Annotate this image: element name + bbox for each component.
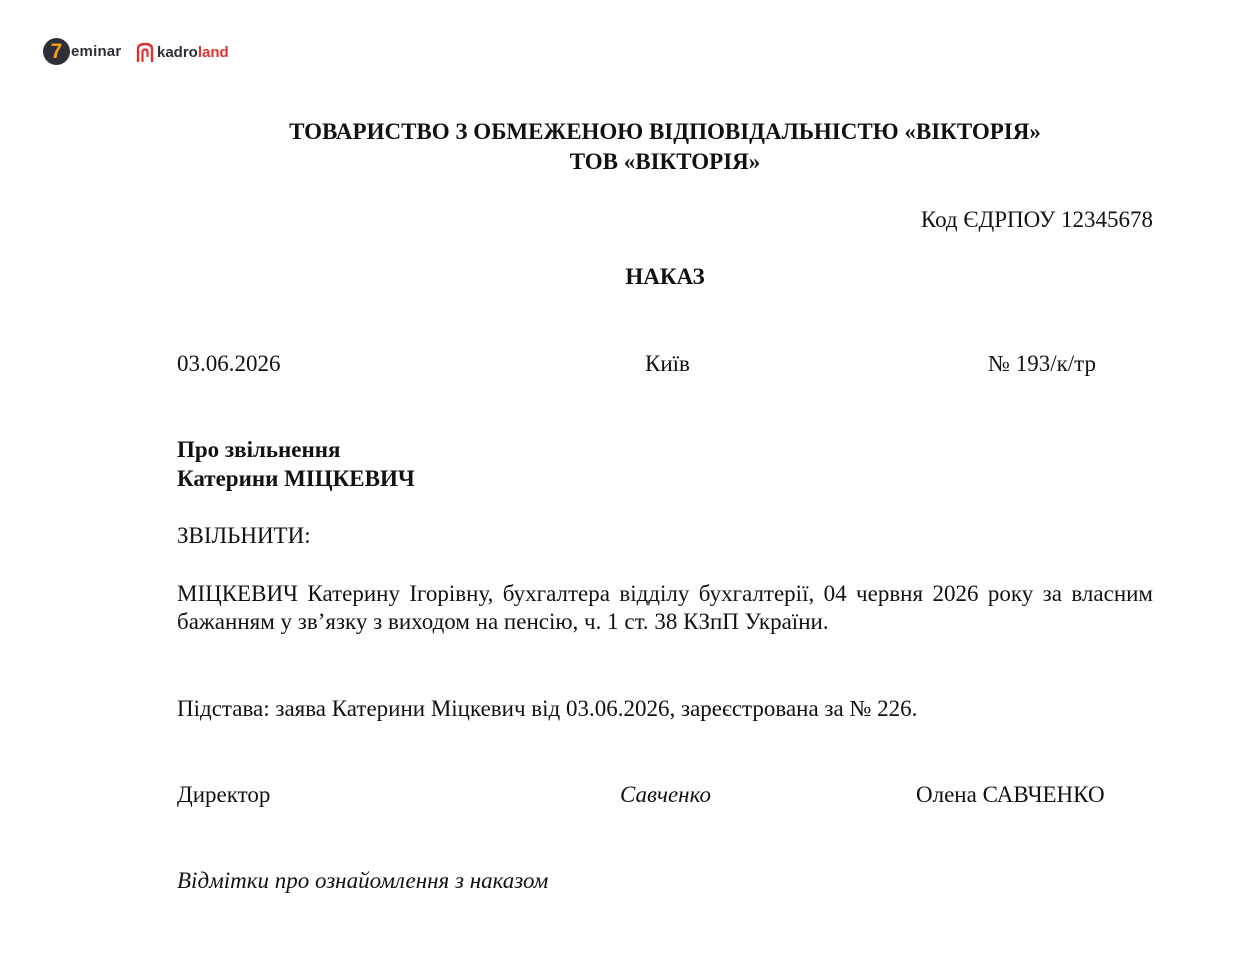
kadroland-logo (136, 42, 229, 62)
directive-label: ЗВІЛЬНИТИ: (177, 523, 311, 548)
kadroland-logo-part1: kadro (157, 43, 198, 61)
kadroland-logo-word (157, 44, 229, 61)
edrpou-code: Код ЄДРПОУ 12345678 (920, 207, 1153, 232)
organization-short-name: ТОВ «ВІКТОРІЯ» (569, 149, 761, 174)
order-date: 03.06.2026 (177, 351, 281, 376)
signature: Савченко (620, 782, 711, 807)
organization-full-name: ТОВАРИСТВО З ОБМЕЖЕНОЮ ВІДПОВІДАЛЬНІСТЮ «ВІКТОРІЯ» (289, 119, 1041, 144)
seminar-logo-mark: 7 (43, 38, 70, 65)
kadroland-logo-part2: land (197, 43, 229, 61)
seminar-logo-word: eminar (71, 43, 122, 60)
order-number: № 193/к/тр (988, 351, 1096, 376)
dismissal-paragraph: МІЦКЕВИЧ Катерину Ігорівну, бухгалтера відділу бухгалтерії, 04 червня 2026 року за власним бажанням у зв’язку з виходом на пенсію, ч. 1 ст. 38 КЗпП України. (177, 581, 1153, 634)
basis-line: Підстава: заява Катерини Міцкевич від 03.06.2026, зареєстрована за № 226. (177, 696, 918, 721)
seminar-logo (43, 38, 121, 65)
order-city: Київ (645, 351, 690, 376)
signatory-name: Олена САВЧЕНКО (916, 782, 1105, 807)
subject-line-2: Катерини МІЦКЕВИЧ (177, 466, 415, 491)
signatory-position: Директор (177, 782, 271, 807)
document-title: НАКАЗ (625, 264, 705, 289)
acknowledgement-note: Відмітки про ознайомлення з наказом (177, 868, 549, 893)
kadroland-house-icon (136, 42, 154, 62)
subject-line-1: Про звільнення (177, 437, 341, 462)
